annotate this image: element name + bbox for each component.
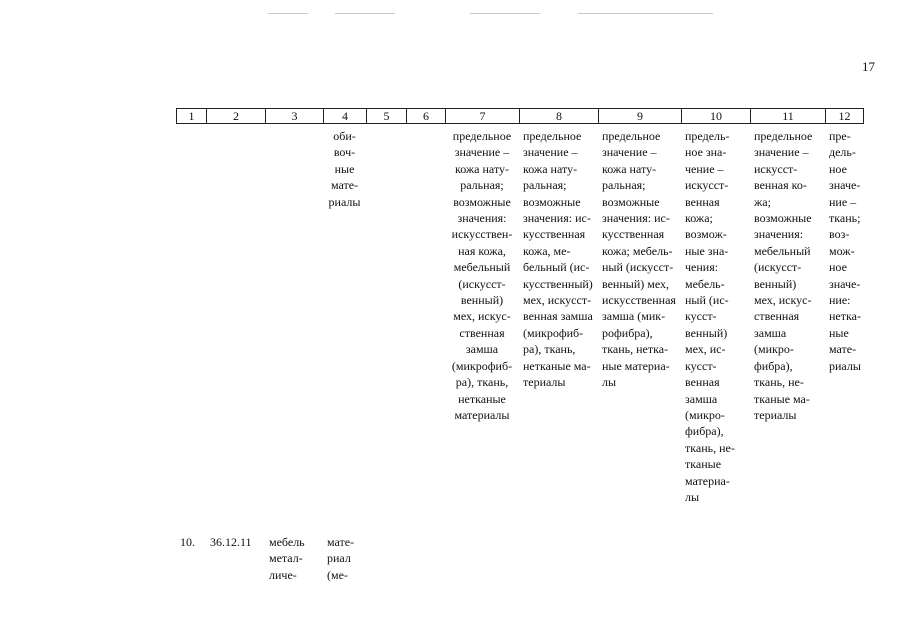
header-cell-9: 9	[598, 108, 681, 124]
row10-code: 36.12.11	[210, 535, 252, 549]
cont-cell-2	[206, 124, 265, 505]
row10-name: мебель метал- личе-	[269, 535, 305, 582]
header-cell-11: 11	[750, 108, 825, 124]
cont-cell-10: предель- ное зна- чение – искусст- венная кожа; возмож- ные зна- чения: мебель- ный (ис- кусст- венный) мех, ис- кусст- венная замша (микро- фибра), ткань, не- тканые материа- лы	[685, 129, 735, 504]
cont-cell-3	[265, 124, 323, 505]
cont-cell-8: предельное значение – кожа нату- ральная; возможные значения: ис- кусственная кожа, ме- бельный (ис- кусственный) мех, искусст- венная замша (микрофиб- ра), ткань, нетканые ма- териалы	[523, 129, 593, 390]
header-cell-3: 3	[265, 108, 323, 124]
header-cell-4: 4	[323, 108, 366, 124]
spec-table	[176, 108, 864, 505]
scan-artifact	[470, 13, 540, 14]
cont-cell-7: предельное значение – кожа нату- ральная; возможные значения: искусствен- ная кожа, мебельный (искусст- венный) мех, искус- ственная замша (микрофиб- ра), ткань, нетканые материалы	[451, 129, 513, 422]
cont-cell-5	[366, 124, 406, 505]
header-cell-8: 8	[519, 108, 598, 124]
cont-cell-6	[406, 124, 445, 505]
header-cell-12: 12	[825, 108, 864, 124]
cont-cell-9: предельное значение – кожа нату- ральная; возможные значения: ис- кусственная кожа; мебель- ный (искусст- венный) мех, искусственная замша (мик- рофибра), ткань, нетка- ные материа- лы	[602, 129, 676, 390]
header-cell-2: 2	[206, 108, 265, 124]
header-cell-5: 5	[366, 108, 406, 124]
header-cell-1: 1	[176, 108, 206, 124]
row10-number: 10.	[180, 535, 195, 549]
row10-cell-4: мате- риал (ме-	[327, 535, 355, 582]
header-cell-7: 7	[445, 108, 519, 124]
scan-artifact	[335, 13, 395, 14]
cont-cell-1	[176, 124, 206, 505]
scan-artifact	[268, 13, 308, 14]
scan-artifact	[578, 13, 713, 14]
header-cell-10: 10	[681, 108, 750, 124]
table-row-10	[176, 534, 366, 583]
cont-cell-4: оби- воч- ные мате- риалы	[328, 129, 361, 209]
header-cell-6: 6	[406, 108, 445, 124]
page-number: 17	[862, 59, 875, 74]
cont-cell-11: предельное значение – искусст- венная ко- жа; возможные значения: мебельный (искусст- венный) мех, искус- ственная замша (микро- фибра), ткань, не- тканые ма- териалы	[754, 129, 813, 422]
cont-cell-12: пре- дель- ное значе- ние – ткань; воз- мож- ное значе- ние: нетка- ные мате- риалы	[829, 129, 861, 373]
